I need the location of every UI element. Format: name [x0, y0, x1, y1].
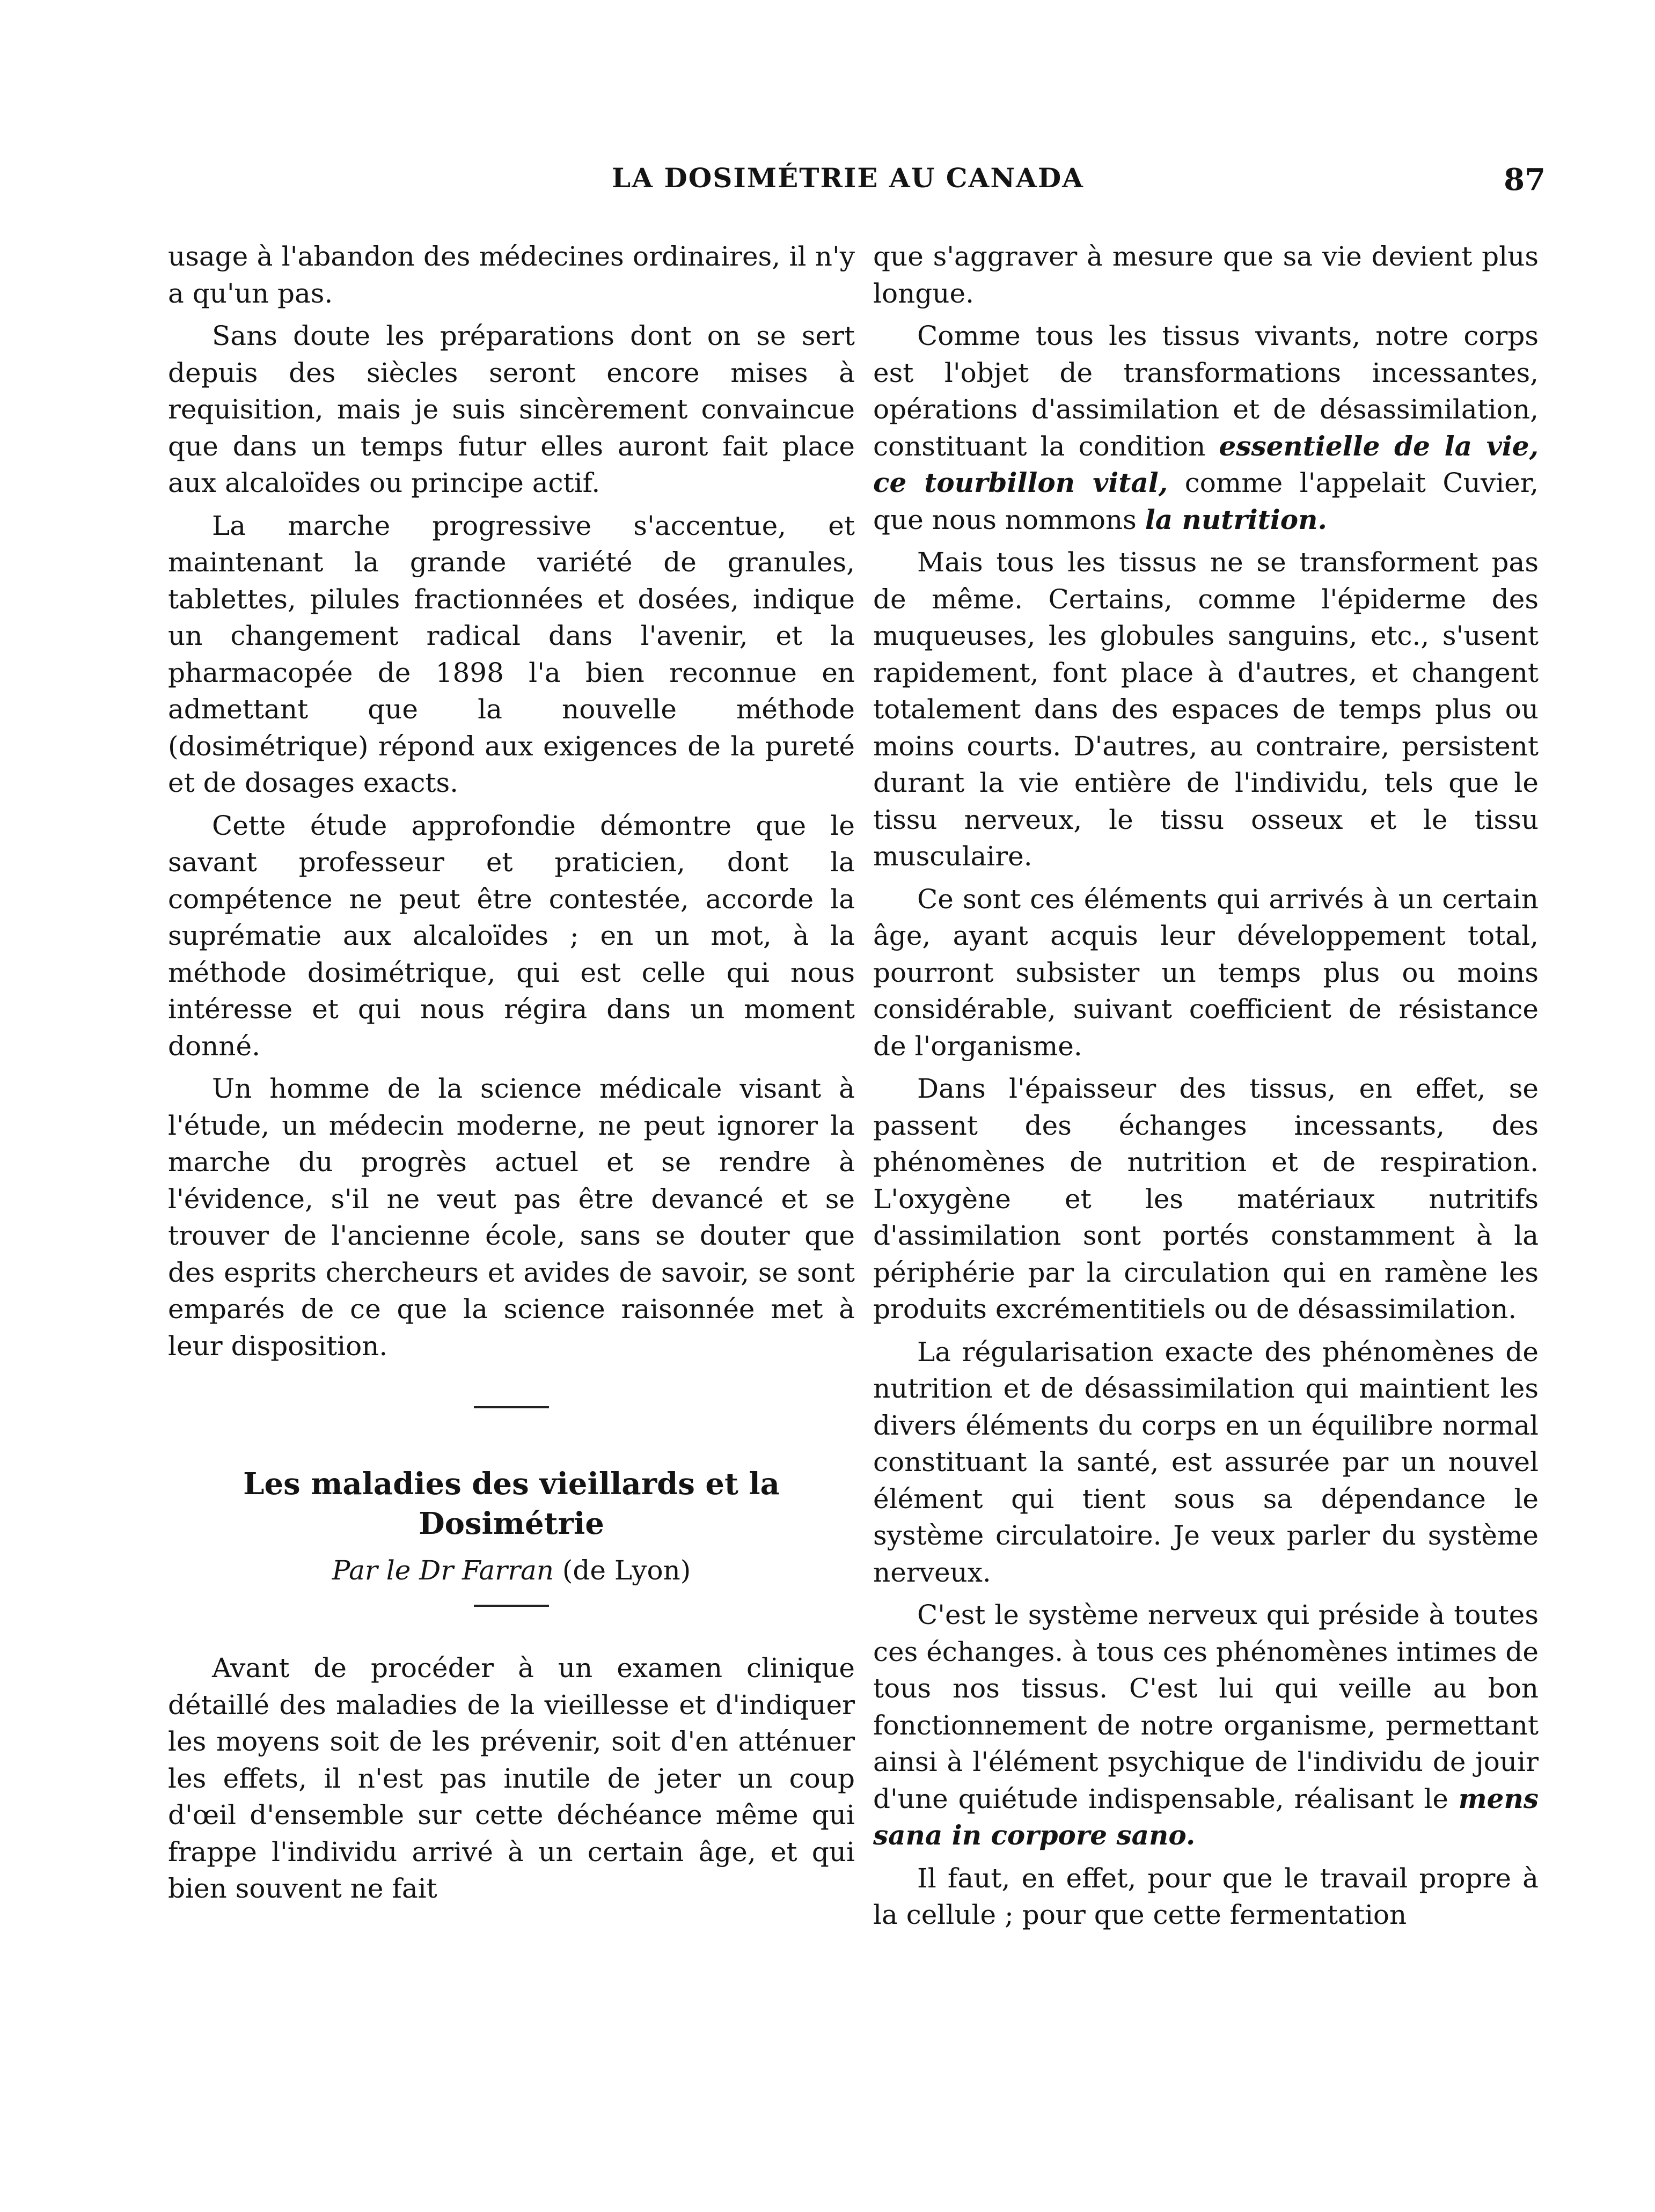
byline — [168, 1551, 855, 1590]
paragraph: Mais tous les tissus ne se transforment pas de même. Certains, comme l'épiderme des muqueuses, les globules sanguins, etc., s'usent rapidement, font place à d'autres, et changent totalement dans des espaces de temps plus ou moins courts. D'autres, au contraire, persistent durant la vie entière de l'individu, tels que le tissu nerveux, le tissu osseux et le tissu musculaire. — [873, 547, 1539, 872]
running-title: LA DOSIMÉTRIE AU CANADA — [612, 162, 1084, 194]
paragraph: Ce sont ces éléments qui arrivés à un certain âge, ayant acquis leur développement total, pourront subsister un temps plus ou moins considérable, suivant coefficient de résistance de l'organisme. — [873, 883, 1539, 1062]
paragraph: La marche progressive s'accentue, et maintenant la grande variété de granules, tablettes, pilules fractionnées et dosées, indique un changement radical dans l'avenir, et la pharmacopée de 1898 l'a bien reconnue en admettant que la nouvelle méthode (dosimétrique) répond aux exigences de la pureté et de dosages exacts. — [168, 510, 855, 798]
paragraph: que s'aggraver à mesure que sa vie devient plus longue. — [873, 241, 1539, 309]
text-run: comme l'appelait Cuvier, que nous nommons — [873, 467, 1539, 535]
paragraph: Cette étude approfondie démontre que le savant professeur et praticien, dont la compétence ne peut être contestée, accorde la suprématie aux alcaloïdes ; en un mot, à la méthode dosimétrique, qui est celle qui nous intéresse et qui nous régira dans un moment donné. — [168, 810, 855, 1062]
text-run: C'est le système nerveux qui préside à toutes ces échanges. à tous ces phénomènes intimes de tous nos tissus. C'est lui qui veille au bon fonctionnement de notre organisme, permettant ainsi à l'élément psychique de l'individu de jouir d'une quiétude indispensable, réalisant le — [873, 1599, 1539, 1814]
paragraph: Il faut, en effet, pour que le travail propre à la cellule ; pour que cette fermentation — [873, 1862, 1539, 1930]
byline-place: (de Lyon) — [562, 1555, 691, 1586]
italic-phrase: la nutrition. — [1145, 503, 1327, 535]
paragraph: Sans doute les préparations dont on se sert depuis des siècles seront encore mises à requisition, mais je suis sincèrement convaincue que dans un temps futur elles auront fait place aux alcaloïdes ou principe actif. — [168, 320, 855, 498]
right-column — [873, 238, 1539, 1939]
paragraph: La régularisation exacte des phénomènes de nutrition et de désassimilation qui maintient les divers éléments du corps en un équilibre normal constituant la santé, est assurée par un nouvel élément qui tient sous sa dépendance le système circulatoire. Je veux parler du système nerveux. — [873, 1336, 1539, 1588]
paragraph — [873, 318, 1539, 538]
paragraph: Dans l'épaisseur des tissus, en effet, se passent des échanges incessants, des phénomènes de nutrition et de respiration. L'oxygène et les matériaux nutritifs d'assimilation sont portés constamment à la périphérie par la circulation qui en ramène les produits excrémentitiels ou de désassimilation. — [873, 1073, 1539, 1325]
article-title: Les maladies des vieillards et la Dosimétrie — [243, 1466, 780, 1541]
byline-author: Par le Dr Farran — [332, 1555, 554, 1586]
italic-phrase: essentielle de la vie, ce tourbillon vital, — [873, 430, 1539, 498]
italic-phrase: mens sana in corpore sano. — [873, 1782, 1539, 1851]
left-column — [168, 238, 855, 1913]
page-number: 87 — [1504, 162, 1546, 197]
paragraph: Un homme de la science médicale visant à l'étude, un médecin moderne, ne peut ignorer la marche du progrès actuel et se rendre à l'évidence, s'il ne veut pas être devancé et se trouver de l'ancienne école, sans se douter que des esprits chercheurs et avides de savoir, se sont emparés de ce que la science raisonnée met à leur disposition. — [168, 1073, 855, 1362]
paragraph: usage à l'abandon des médecines ordinaires, il n'y a qu'un pas. — [168, 241, 855, 309]
text-run: Comme tous les tissus vivants, notre corps est l'objet de transformations incessantes, opérations d'assimilation et de désassimilation, constituant la condition — [873, 320, 1539, 462]
paragraph — [873, 1597, 1539, 1854]
section-divider — [474, 1605, 549, 1607]
paragraph: Avant de procéder à un examen clinique détaillé des maladies de la vieillesse et d'indiquer les moyens soit de les prévenir, soit d'en atténuer les effets, il n'est pas inutile de jeter un coup d'œil d'ensemble sur cette déchéance même qui frappe l'individu arrivé à un certain âge, et qui bien souvent ne fait — [168, 1652, 855, 1904]
section-divider — [474, 1406, 549, 1408]
